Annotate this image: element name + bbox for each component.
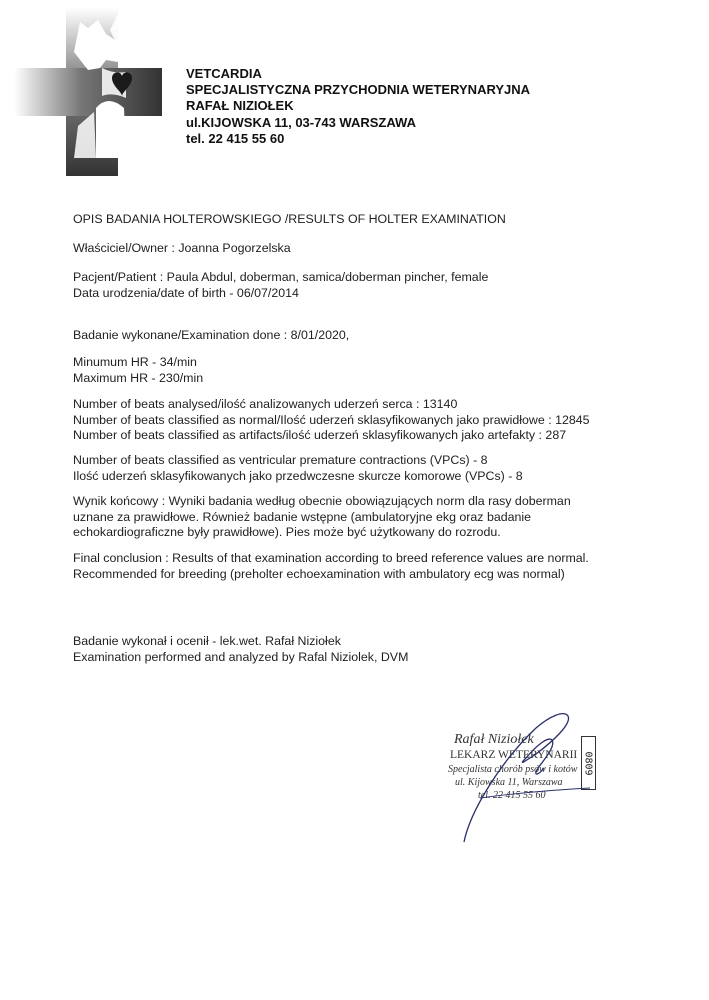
beats-artifacts-line: Number of beats classified as artifacts/ilość uderzeń sklasyfikowanych jako artefakty : 287 xyxy=(73,428,567,442)
max-hr-line: Maximum HR - 230/min xyxy=(73,370,204,385)
cat-dog-heart-cross-logo-icon xyxy=(14,8,162,178)
clinic-logo xyxy=(14,8,162,178)
clinic-address: ul.KIJOWSKA 11, 03-743 WARSZAWA xyxy=(186,114,416,130)
conclusion-en-line-2: Recommended for breeding (preholter echoexamination with ambulatory ecg was normal) xyxy=(73,566,565,581)
beats-normal-line: Number of beats classified as normal/Ilość uderzeń sklasyfikowanych jako prawidłowe : 12845 xyxy=(73,412,590,427)
stamp-phone: tel. 22 415 55 60 xyxy=(478,790,546,801)
stamp-address: ul. Kijowska 11, Warszawa xyxy=(455,777,563,788)
conclusion-en-section xyxy=(73,551,589,582)
stamp-name: Rafał Niziołek xyxy=(454,732,534,747)
beats-section xyxy=(73,397,590,444)
min-hr-line: Minumum HR - 34/min xyxy=(73,355,197,369)
performed-by-section xyxy=(73,634,408,665)
performed-en-line: Examination performed and analyzed by Rafal Niziolek, DVM xyxy=(73,649,409,664)
vet-stamp xyxy=(440,702,620,852)
clinic-header xyxy=(186,66,530,147)
stamp-title: LEKARZ WETERYNARII xyxy=(450,749,578,761)
result-pl-line-2: uznane za prawidłowe. Również badanie wstępne (ambulatoryjne ekg oraz badanie xyxy=(73,509,532,524)
result-pl-line-3: echokardiograficzne były prawidłowe). Pies może być użytkowany do rozrodu. xyxy=(73,525,501,539)
heart-rate-section xyxy=(73,355,203,386)
dob-line: Data urodzenia/date of birth - 06/07/2014 xyxy=(73,285,299,300)
clinic-phone: tel. 22 415 55 60 xyxy=(186,130,285,146)
performed-pl-line: Badanie wykonał i ocenił - lek.wet. Rafał Niziołek xyxy=(73,634,341,648)
exam-date-line: Badanie wykonane/Examination done : 8/01/2020, xyxy=(73,328,350,342)
owner-line: Właściciel/Owner : Joanna Pogorzelska xyxy=(73,241,291,255)
clinic-type: SPECJALISTYCZNA PRZYCHODNIA WETERYNARYJNA xyxy=(186,82,531,98)
stamp-specialty: Specjalista chorób psów i kotów xyxy=(448,764,578,775)
conclusion-en-line-1: Final conclusion : Results of that examination according to breed reference values are normal. xyxy=(73,551,589,565)
vpc-pl-line: Ilość uderzeń sklasyfikowanych jako przedwczesne skurcze komorowe (VPCs) - 8 xyxy=(73,468,523,483)
vpc-section xyxy=(73,453,523,484)
patient-line: Pacjent/Patient : Paula Abdul, doberman, samica/doberman pincher, female xyxy=(73,270,489,284)
beats-analysed-line: Number of beats analysed/ilość analizowanych uderzeń serca : 13140 xyxy=(73,397,458,411)
vpc-en-line: Number of beats classified as ventricular premature contractions (VPCs) - 8 xyxy=(73,453,488,467)
clinic-name: VETCARDIA xyxy=(186,66,262,81)
handwritten-signature-icon xyxy=(440,702,620,852)
patient-section xyxy=(73,270,488,301)
result-pl-line-1: Wynik końcowy : Wyniki badania według obecnie obowiązujących norm dla rasy doberman xyxy=(73,494,571,508)
result-pl-section xyxy=(73,494,571,541)
clinic-owner-name: RAFAŁ NIZIOŁEK xyxy=(186,98,294,114)
license-number: 0809 xyxy=(583,750,594,776)
report-title: OPIS BADANIA HOLTEROWSKIEGO /RESULTS OF HOLTER EXAMINATION xyxy=(73,212,506,226)
